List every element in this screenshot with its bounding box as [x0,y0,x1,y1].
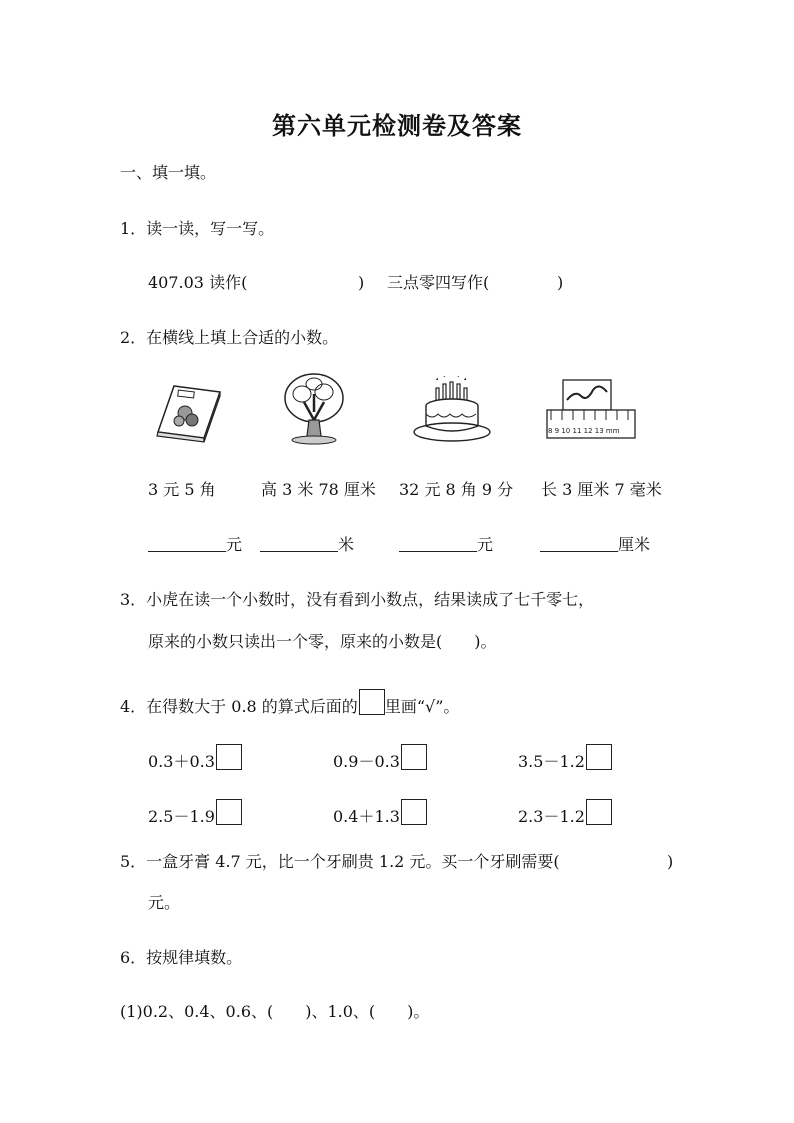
question-1b-close: ) [557,273,564,292]
answer-blank[interactable] [148,535,226,552]
unit-label: 米 [338,535,355,554]
answer-checkbox[interactable] [586,744,612,770]
question-1a-text: 407.03 读作( [148,273,248,292]
q4-expression: 2.5－1.9 [148,799,242,828]
q2-answer-4[interactable] [540,534,650,556]
q2-item-1: 3 元 5 角 [148,480,216,499]
ruler-icon [545,378,637,442]
q4-expression: 3.5－1.2 [518,744,612,773]
q4-expression: 0.9－0.3 [333,744,427,773]
question-5-close-paren: ) [667,852,674,871]
answer-checkbox[interactable] [401,744,427,770]
answer-checkbox[interactable] [216,799,242,825]
question-3-line-1: 3．小虎在读一个小数时，没有看到小数点，结果读成了七千零七， [120,590,595,609]
page-title: 第六单元检测卷及答案 [272,112,522,140]
cake-icon [412,376,492,446]
question-2-label: 2．在横线上填上合适的小数。 [120,328,339,347]
answer-checkbox[interactable] [216,744,242,770]
q4-expression: 2.3－1.2 [518,799,612,828]
question-6-label: 6．按规律填数。 [120,948,243,967]
section-heading: 一、填一填。 [120,163,217,182]
question-3-line-2: 原来的小数只读出一个零，原来的小数是( )。 [148,632,497,651]
unit-label: 元 [226,535,243,554]
svg-text:8 9 10 11 12 13 mm: 8 9 10 11 12 13 mm [548,427,620,435]
q4-expression: 0.3＋0.3 [148,744,242,773]
answer-checkbox[interactable] [586,799,612,825]
question-6-sub-1: (1)0.2、0.4、0.6、( )、1.0、( )。 [120,1002,430,1021]
q2-item-3: 32 元 8 角 9 分 [399,480,514,499]
unit-label: 元 [477,535,494,554]
tree-icon [282,372,346,448]
answer-checkbox[interactable] [401,799,427,825]
checkbox-sample [359,689,385,715]
question-4-label: 4．在得数大于 0.8 的算式后面的 里画“√”。 [120,689,459,718]
question-5-line-1: 5．一盒牙膏 4.7 元，比一个牙刷贵 1.2 元。买一个牙刷需要( [120,852,560,871]
q2-answer-1[interactable] [148,534,242,556]
answer-blank[interactable] [399,535,477,552]
notebook-icon [152,382,222,444]
question-1b-text: 三点零四写作( [387,273,490,292]
q4-expression: 0.4＋1.3 [333,799,427,828]
question-5-line-2: 元。 [148,893,181,912]
unit-label: 厘米 [618,535,651,554]
q2-answer-2[interactable] [260,534,354,556]
question-1a-close: ) [358,273,365,292]
answer-blank[interactable] [260,535,338,552]
q2-item-2: 高 3 米 78 厘米 [261,480,376,499]
question-1-label: 1．读一读，写一写。 [120,219,275,238]
q2-item-4: 长 3 厘米 7 毫米 [541,480,662,499]
q2-answer-3[interactable] [399,534,493,556]
answer-blank[interactable] [540,535,618,552]
